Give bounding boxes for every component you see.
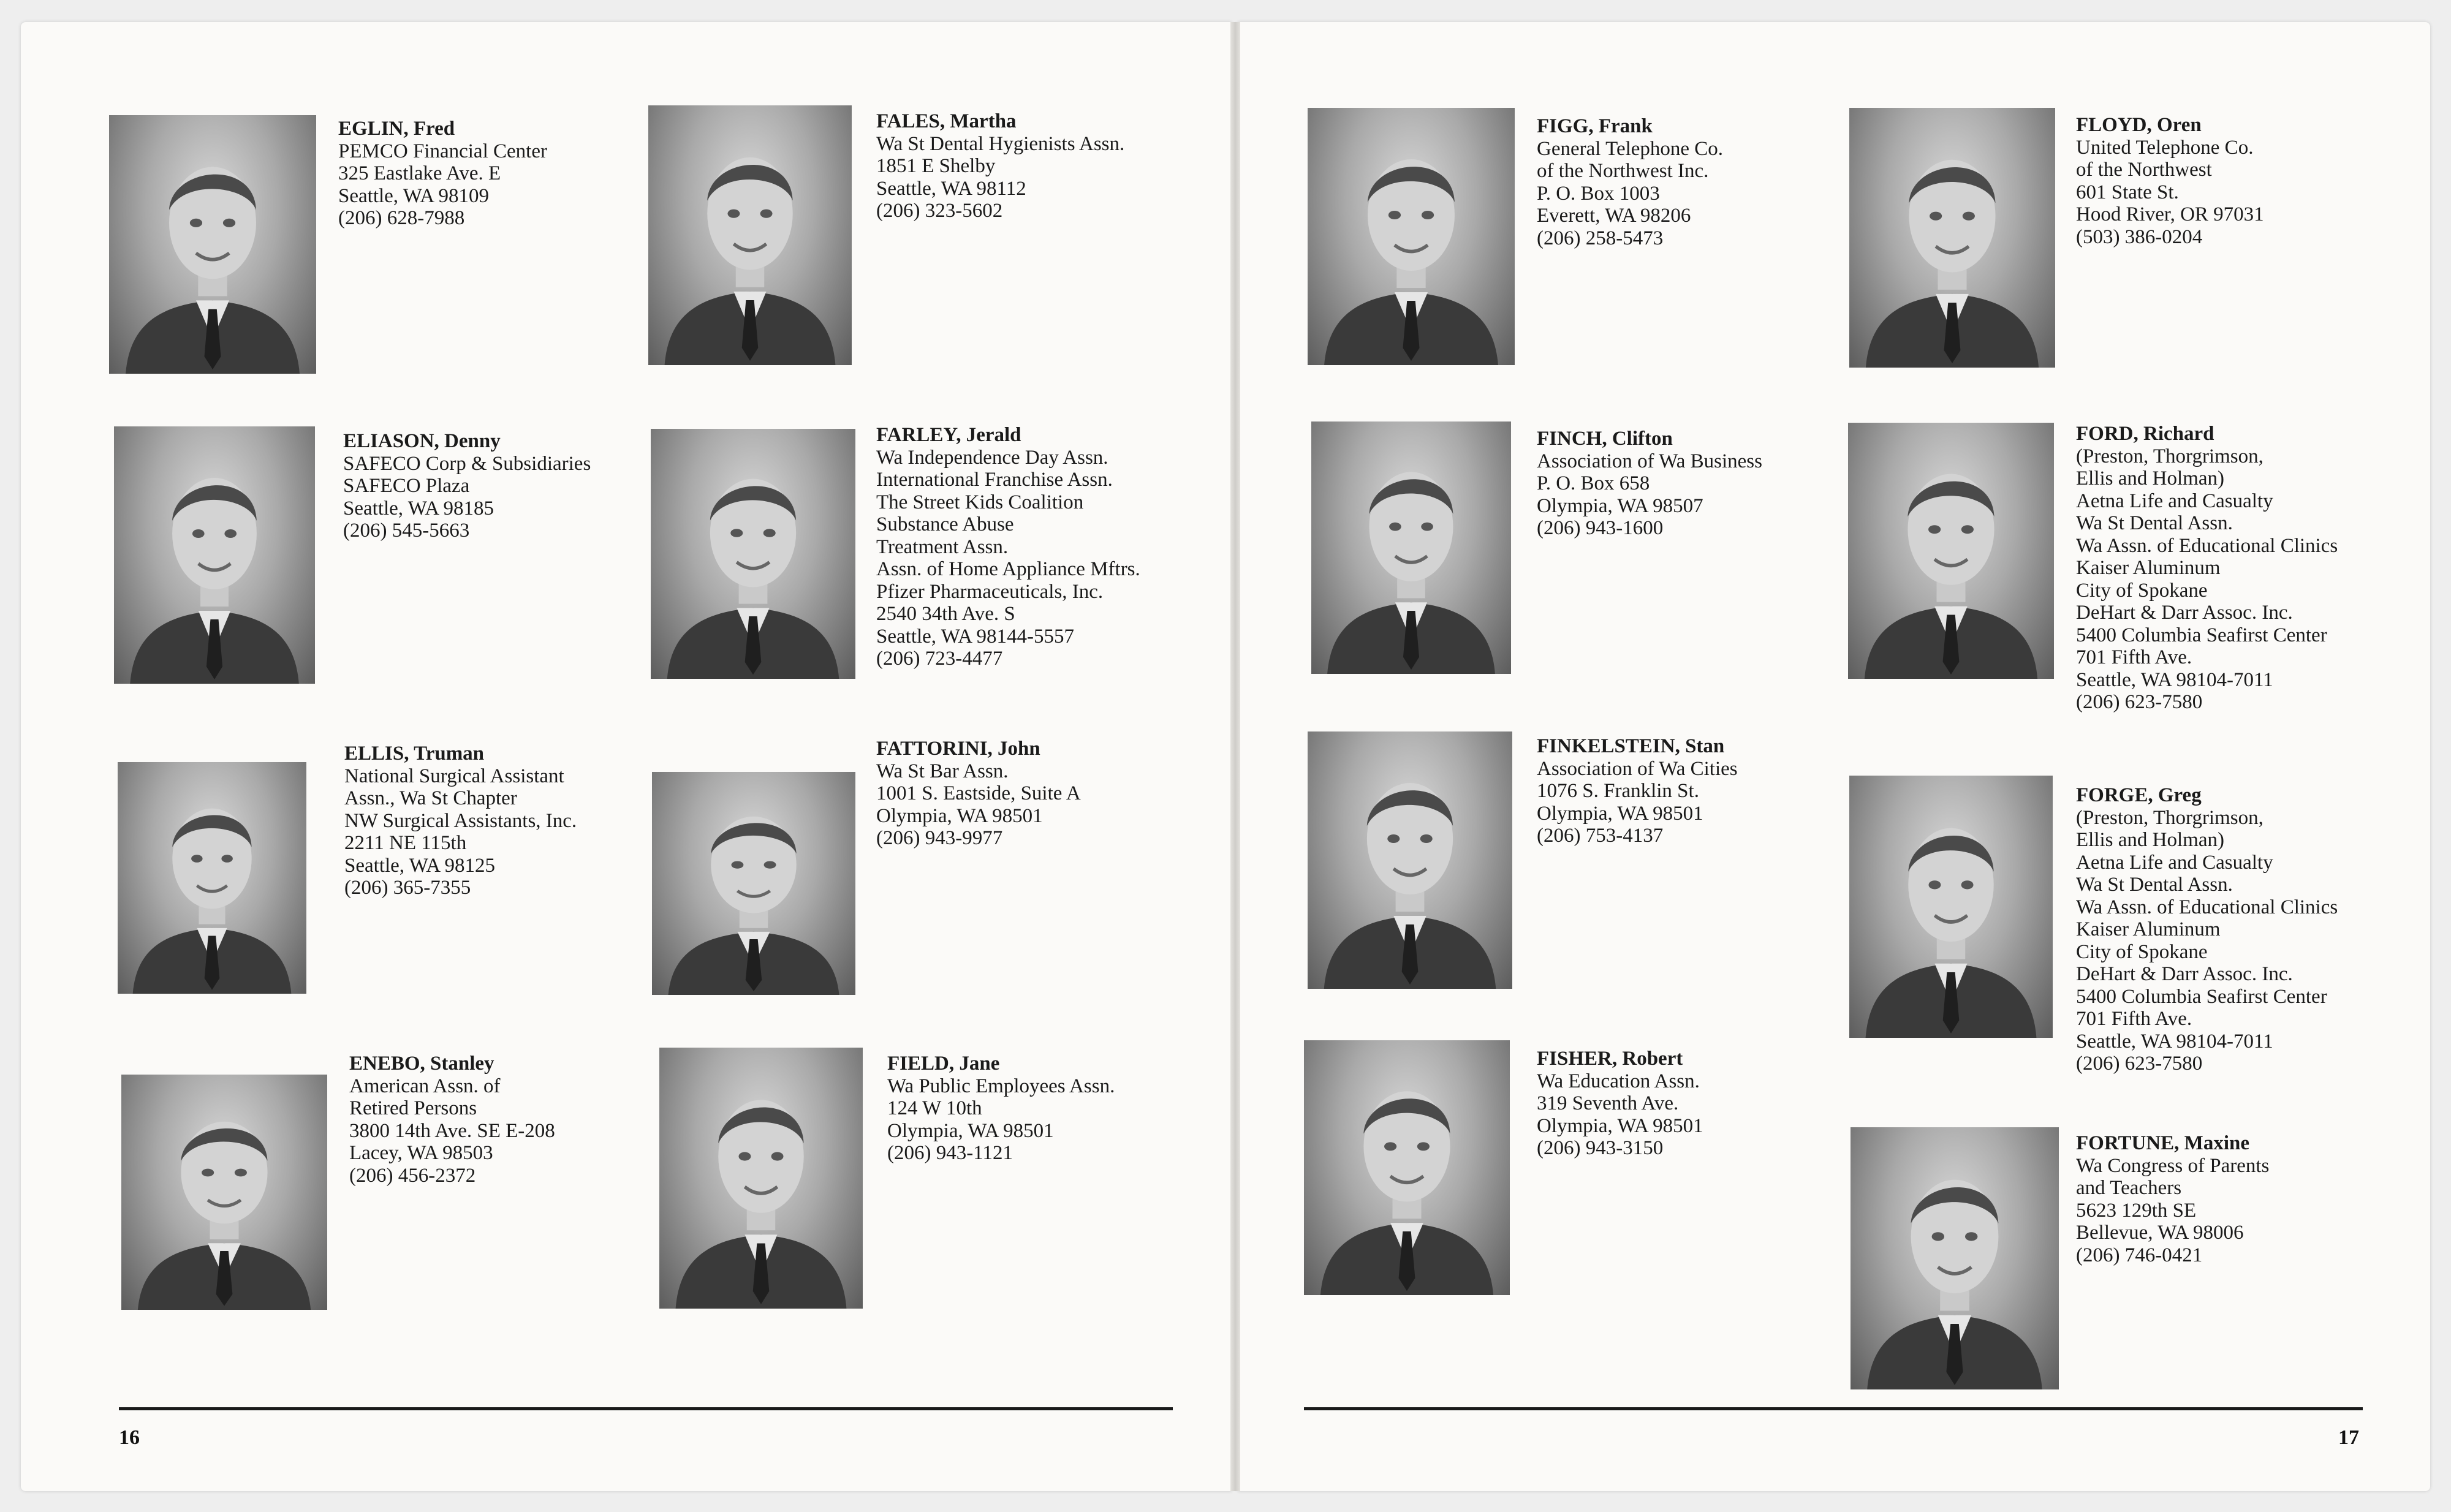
entry-farley-jerald	[876, 424, 1140, 670]
entry-line: American Assn. of	[349, 1075, 501, 1097]
entry-line: 2211 NE 115th	[344, 832, 467, 854]
entry-line: Olympia, WA 98501	[887, 1119, 1054, 1142]
portrait-photo-fales-martha	[648, 105, 852, 365]
portrait-photo-enebo-stanley	[121, 1075, 327, 1310]
entry-fisher-robert	[1537, 1048, 1703, 1160]
portrait-photo-eglin-fred	[109, 115, 316, 374]
entry-line: Wa Assn. of Educational Clinics	[2076, 896, 2338, 918]
entry-ellis-truman	[344, 743, 577, 899]
entry-name: ELLIS, Truman	[344, 743, 485, 765]
entry-line: Ellis and Holman)	[2076, 829, 2224, 851]
entry-eglin-fred	[338, 118, 547, 230]
entry-line: Association of Wa Business	[1537, 450, 1762, 472]
page-number-left: 16	[119, 1426, 140, 1449]
entry-line: (206) 323-5602	[876, 200, 1003, 222]
entry-line: of the Northwest Inc.	[1537, 160, 1709, 182]
entry-line: of the Northwest	[2076, 159, 2212, 181]
portrait-photo-figg-frank	[1308, 108, 1515, 365]
entry-line: Wa St Bar Assn.	[876, 760, 1009, 782]
entry-line: (206) 746-0421	[2076, 1244, 2203, 1266]
portrait-photo-fortune-maxine	[1851, 1127, 2059, 1389]
entry-line: (206) 545-5663	[343, 520, 470, 542]
entry-name: FINCH, Clifton	[1537, 428, 1673, 450]
entry-line: P. O. Box 1003	[1537, 182, 1660, 205]
entry-fales-martha	[876, 110, 1124, 222]
entry-eliason-denny	[343, 430, 591, 542]
portrait-photo-ellis-truman	[118, 762, 306, 994]
entry-line: 5400 Columbia Seafirst Center	[2076, 985, 2327, 1008]
portrait-photo-finch-clifton	[1311, 421, 1511, 674]
entry-name: ELIASON, Denny	[343, 430, 501, 452]
entry-line: 5400 Columbia Seafirst Center	[2076, 624, 2327, 646]
entry-line: 1851 E Shelby	[876, 155, 996, 177]
entry-name: FALES, Martha	[876, 110, 1017, 132]
entry-fortune-maxine	[2076, 1132, 2269, 1266]
entry-line: Kaiser Aluminum	[2076, 557, 2221, 579]
portrait-photo-eliason-denny	[114, 426, 315, 684]
portrait-photo-fisher-robert	[1304, 1040, 1510, 1295]
entry-field-jane	[887, 1053, 1115, 1165]
entry-name: FORD, Richard	[2076, 423, 2214, 445]
entry-line: (Preston, Thorgrimson,	[2076, 806, 2263, 829]
entry-name: FORTUNE, Maxine	[2076, 1132, 2249, 1154]
entry-line: The Street Kids Coalition	[876, 491, 1084, 513]
portrait-photo-farley-jerald	[651, 429, 855, 679]
entry-line: Wa St Dental Assn.	[2076, 512, 2233, 534]
entry-line: (206) 723-4477	[876, 648, 1003, 670]
entry-line: General Telephone Co.	[1537, 137, 1724, 160]
entry-name: FARLEY, Jerald	[876, 424, 1021, 446]
entry-line: NW Surgical Assistants, Inc.	[344, 809, 577, 832]
entry-line: 319 Seventh Ave.	[1537, 1092, 1679, 1114]
entry-line: Seattle, WA 98104-7011	[2076, 1030, 2273, 1053]
entry-line: Assn., Wa St Chapter	[344, 787, 517, 809]
entry-enebo-stanley	[349, 1053, 555, 1187]
entry-line: PEMCO Financial Center	[338, 140, 547, 162]
entry-fattorini-john	[876, 738, 1081, 850]
portrait-photo-forge-greg	[1849, 776, 2053, 1038]
entry-line: Wa Public Employees Assn.	[887, 1075, 1115, 1097]
entry-line: Pfizer Pharmaceuticals, Inc.	[876, 580, 1104, 603]
entry-line: (206) 943-3150	[1537, 1137, 1664, 1159]
portrait-photo-floyd-oren	[1849, 108, 2055, 368]
entry-line: Ellis and Holman)	[2076, 467, 2224, 490]
entry-line: (206) 258-5473	[1537, 227, 1664, 249]
portrait-photo-field-jane	[659, 1048, 863, 1309]
entry-name: FISHER, Robert	[1537, 1048, 1683, 1070]
entry-line: Hood River, OR 97031	[2076, 203, 2264, 225]
entry-line: Seattle, WA 98104-7011	[2076, 668, 2273, 691]
entry-line: Seattle, WA 98125	[344, 854, 495, 877]
entry-line: National Surgical Assistant	[344, 765, 564, 787]
entry-line: (206) 623-7580	[2076, 691, 2203, 713]
entry-line: Aetna Life and Casualty	[2076, 490, 2273, 512]
entry-line: Wa Independence Day Assn.	[876, 446, 1108, 469]
entry-line: Assn. of Home Appliance Mftrs.	[876, 558, 1140, 580]
entry-line: Seattle, WA 98144-5557	[876, 625, 1074, 648]
entry-line: (206) 623-7580	[2076, 1053, 2203, 1075]
entry-line: 601 State St.	[2076, 181, 2179, 203]
entry-line: United Telephone Co.	[2076, 136, 2254, 159]
entry-line: Seattle, WA 98185	[343, 497, 494, 520]
entry-line: SAFECO Plaza	[343, 475, 470, 497]
entry-line: 124 W 10th	[887, 1097, 982, 1119]
entry-name: FATTORINI, John	[876, 738, 1040, 760]
entry-line: (206) 365-7355	[344, 877, 471, 899]
entry-name: EGLIN, Fred	[338, 118, 455, 140]
entry-floyd-oren	[2076, 114, 2264, 248]
entry-line: Treatment Assn.	[876, 535, 1009, 558]
portrait-photo-fattorini-john	[652, 772, 855, 995]
page-number-right: 17	[2338, 1426, 2359, 1449]
entry-finch-clifton	[1537, 428, 1762, 540]
portrait-photo-ford-richard	[1848, 423, 2054, 679]
entry-name: FLOYD, Oren	[2076, 114, 2202, 136]
entry-line: Wa Assn. of Educational Clinics	[2076, 534, 2338, 557]
entry-name: FIELD, Jane	[887, 1053, 1000, 1075]
entry-line: 3800 14th Ave. SE E-208	[349, 1119, 555, 1142]
entry-line: 701 Fifth Ave.	[2076, 646, 2192, 668]
entry-name: FINKELSTEIN, Stan	[1537, 735, 1725, 757]
entry-line: Kaiser Aluminum	[2076, 918, 2221, 940]
entry-line: DeHart & Darr Assoc. Inc.	[2076, 963, 2293, 985]
left-footer-rule	[119, 1407, 1173, 1410]
entry-line: 1001 S. Eastside, Suite A	[876, 782, 1081, 804]
book-spine	[1230, 22, 1240, 1491]
entry-ford-richard	[2076, 423, 2338, 714]
entry-line: P. O. Box 658	[1537, 472, 1650, 494]
entry-line: Aetna Life and Casualty	[2076, 851, 2273, 874]
entry-line: 701 Fifth Ave.	[2076, 1008, 2192, 1030]
entry-line: (206) 943-9977	[876, 827, 1003, 849]
entry-line: Wa Education Assn.	[1537, 1070, 1700, 1092]
entry-line: City of Spokane	[2076, 940, 2208, 963]
entry-line: International Franchise Assn.	[876, 469, 1113, 491]
entry-forge-greg	[2076, 784, 2338, 1075]
entry-line: (206) 456-2372	[349, 1164, 476, 1187]
entry-line: Wa St Dental Hygienists Assn.	[876, 132, 1125, 155]
entry-line: SAFECO Corp & Subsidiaries	[343, 452, 591, 475]
entry-line: Wa St Dental Assn.	[2076, 874, 2233, 896]
right-footer-rule	[1304, 1407, 2363, 1410]
entry-line: (206) 628-7988	[338, 207, 465, 229]
entry-line: Bellevue, WA 98006	[2076, 1222, 2244, 1244]
entry-line: (Preston, Thorgrimson,	[2076, 445, 2263, 467]
entry-line: Substance Abuse	[876, 513, 1014, 535]
entry-line: (206) 753-4137	[1537, 825, 1664, 847]
entry-name: FIGG, Frank	[1537, 115, 1653, 137]
entry-line: Seattle, WA 98112	[876, 177, 1026, 200]
entry-line: Association of Wa Cities	[1537, 757, 1738, 780]
entry-line: 2540 34th Ave. S	[876, 603, 1015, 625]
entry-line: Olympia, WA 98507	[1537, 494, 1703, 517]
entry-line: (206) 943-1600	[1537, 517, 1664, 539]
entry-line: Olympia, WA 98501	[1537, 802, 1703, 825]
entry-finkelstein-stan	[1537, 735, 1738, 847]
entry-line: Lacey, WA 98503	[349, 1142, 493, 1164]
entry-name: ENEBO, Stanley	[349, 1053, 494, 1075]
entry-line: 325 Eastlake Ave. E	[338, 162, 501, 184]
entry-line: Seattle, WA 98109	[338, 184, 489, 207]
entry-figg-frank	[1537, 115, 1723, 249]
entry-line: and Teachers	[2076, 1177, 2182, 1199]
entry-line: Retired Persons	[349, 1097, 477, 1119]
entry-line: Everett, WA 98206	[1537, 205, 1691, 227]
entry-name: FORGE, Greg	[2076, 784, 2202, 806]
entry-line: DeHart & Darr Assoc. Inc.	[2076, 602, 2293, 624]
entry-line: Wa Congress of Parents	[2076, 1154, 2270, 1177]
portrait-photo-finkelstein-stan	[1308, 731, 1512, 989]
entry-line: (206) 943-1121	[887, 1142, 1013, 1164]
entry-line: Olympia, WA 98501	[876, 804, 1043, 827]
entry-line: 1076 S. Franklin St.	[1537, 780, 1699, 802]
entry-line: Olympia, WA 98501	[1537, 1114, 1703, 1137]
entry-line: City of Spokane	[2076, 579, 2208, 602]
entry-line: (503) 386-0204	[2076, 225, 2203, 248]
entry-line: 5623 129th SE	[2076, 1199, 2197, 1222]
